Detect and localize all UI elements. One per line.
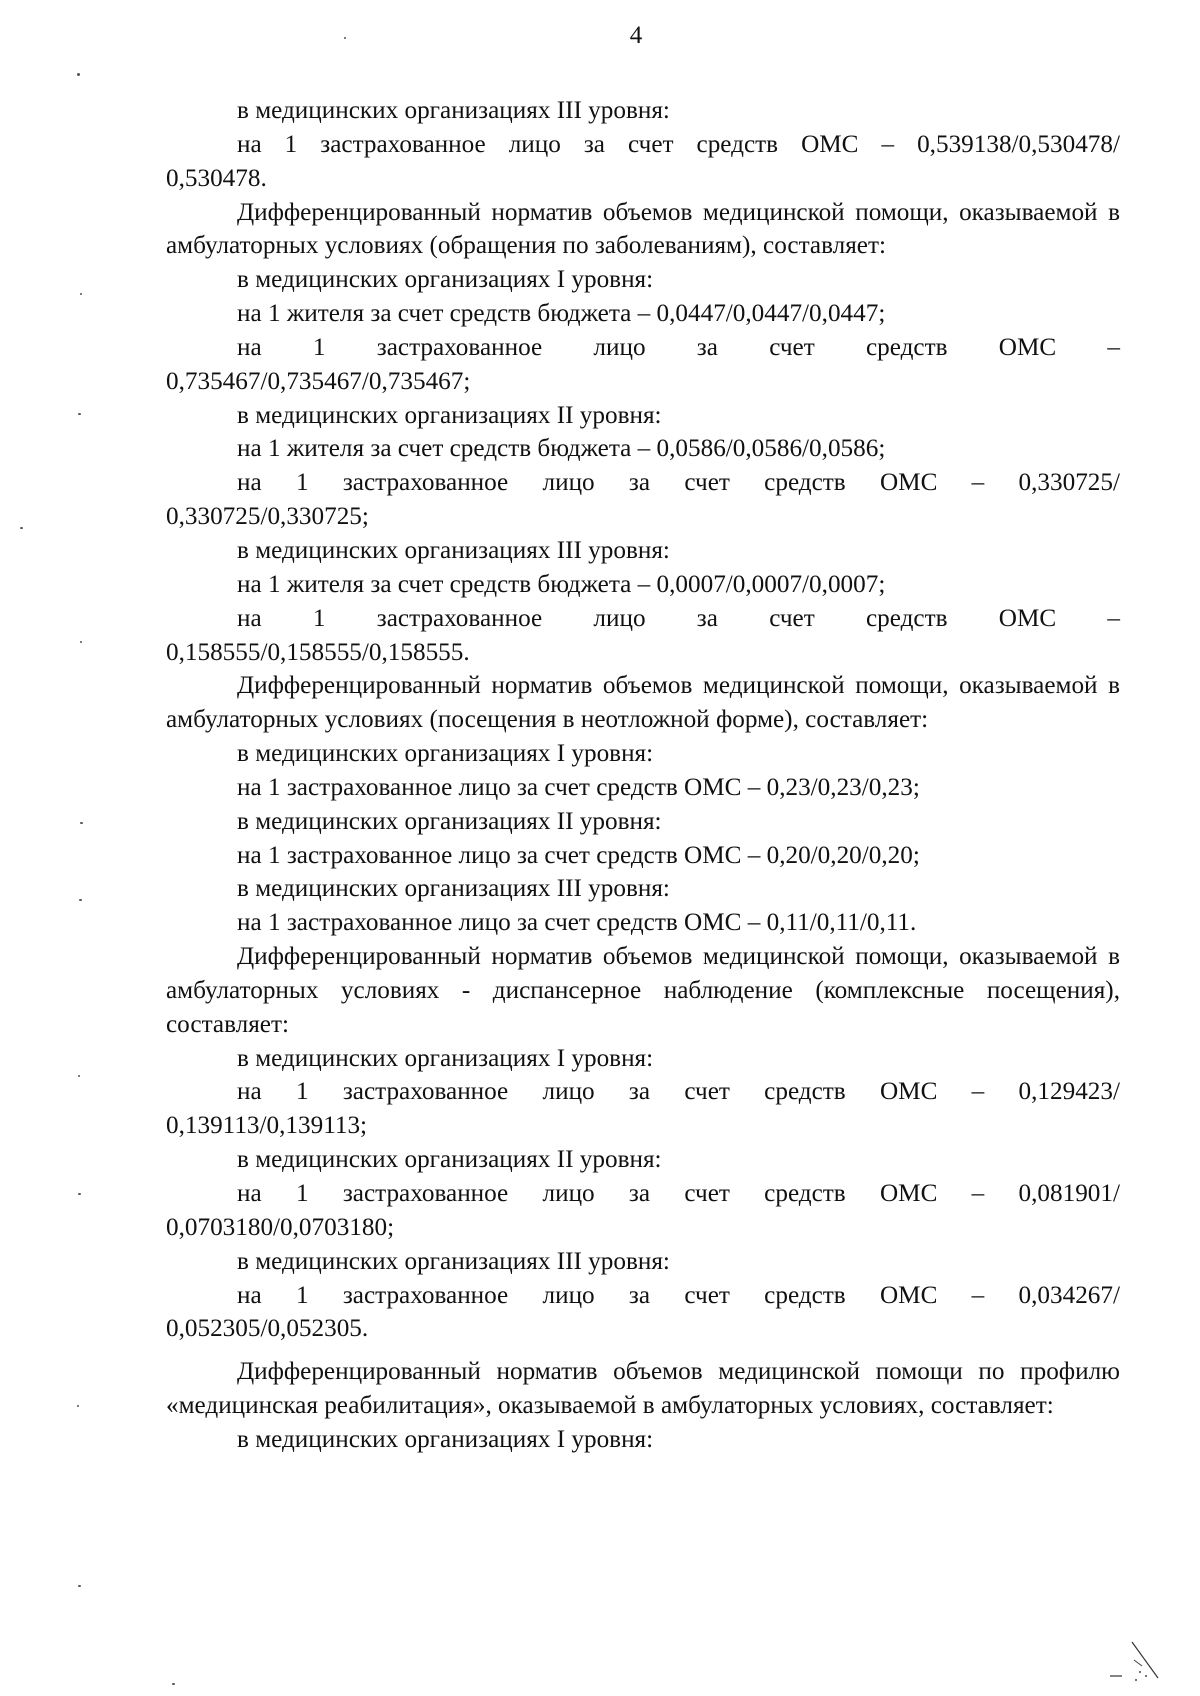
scan-speck xyxy=(78,1585,81,1587)
scan-speck xyxy=(79,899,82,901)
text-line: в медицинских организациях II уровня: xyxy=(237,401,662,429)
text-line: 0,0703180/0,0703180; xyxy=(166,1213,395,1241)
scan-speck xyxy=(78,1193,81,1195)
scan-speck xyxy=(80,641,82,643)
text-line: на 1 застрахованное лицо за счет средств ОМС – 0,23/0,23/0,23; xyxy=(237,773,920,801)
text-line: на 1 жителя за счет средств бюджета – 0,0586/0,0586/0,0586; xyxy=(237,435,886,463)
scan-speck xyxy=(20,527,23,529)
text-line: на 1 застрахованное лицо за счет средств ОМС – 0,129423/ xyxy=(237,1078,1120,1106)
scan-speck xyxy=(80,822,83,824)
text-line: 0,330725/0,330725; xyxy=(166,503,369,531)
text-line: на 1 застрахованное лицо за счет средств ОМС – 0,11/0,11/0,11. xyxy=(237,909,917,937)
paragraph-gap xyxy=(166,1346,1120,1355)
corner-scribble xyxy=(1100,1636,1170,1686)
text-line: в медицинских организациях II уровня: xyxy=(237,807,662,835)
paragraph: Дифференцированный норматив объемов медицинской помощи, оказываемой в амбулаторных условиях (обращения по заболеваниям), составляет: xyxy=(166,198,1120,260)
text-line: в медицинских организациях III уровня: xyxy=(237,536,670,564)
scan-speck xyxy=(344,37,346,39)
text-line: в медицинских организациях III уровня: xyxy=(237,875,670,903)
paragraph: Дифференцированный норматив объемов медицинской помощи по профилю «медицинская реабилитация», оказываемой в амбулаторных условиях, составляет: xyxy=(166,1358,1120,1420)
text-line: на 1 застрахованное лицо за счет средств ОМС – xyxy=(237,333,1120,361)
text-line: в медицинских организациях I уровня: xyxy=(237,740,654,768)
text-line: на 1 застрахованное лицо за счет средств ОМС – 0,330725/ xyxy=(237,469,1120,497)
text-line: в медицинских организациях II уровня: xyxy=(237,1146,662,1174)
scan-speck xyxy=(78,413,81,415)
text-line: на 1 жителя за счет средств бюджета – 0,0007/0,0007/0,0007; xyxy=(237,570,886,598)
text-line: на 1 застрахованное лицо за счет средств ОМС – xyxy=(237,604,1120,632)
text-line: на 1 застрахованное лицо за счет средств ОМС – 0,034267/ xyxy=(237,1281,1120,1309)
text-line: 0,530478. xyxy=(166,164,267,192)
text-line: на 1 застрахованное лицо за счет средств ОМС – 0,539138/0,530478/ xyxy=(237,130,1120,158)
scan-speck xyxy=(80,293,82,295)
text-line: в медицинских организациях I уровня: xyxy=(237,1044,654,1072)
text-line: 0,158555/0,158555/0,158555. xyxy=(166,638,470,666)
text-line: 0,735467/0,735467/0,735467; xyxy=(166,367,471,395)
document-body xyxy=(166,94,1120,1457)
text-line: на 1 застрахованное лицо за счет средств ОМС – 0,20/0,20/0,20; xyxy=(237,841,920,869)
scan-speck xyxy=(77,1405,79,1407)
text-line: в медицинских организациях I уровня: xyxy=(237,266,654,294)
paragraph: Дифференцированный норматив объемов медицинской помощи, оказываемой в амбулаторных условиях - диспансерное наблюдение (комплексные посещения), составляет: xyxy=(166,943,1120,1038)
scan-speck xyxy=(172,1683,175,1685)
text-line: в медицинских организациях I уровня: xyxy=(237,1425,654,1453)
text-line: 0,139113/0,139113; xyxy=(166,1112,368,1140)
paragraph: Дифференцированный норматив объемов медицинской помощи, оказываемой в амбулаторных условиях (посещения в неотложной форме), составляет: xyxy=(166,672,1120,734)
text-line: на 1 жителя за счет средств бюджета – 0,0447/0,0447/0,0447; xyxy=(237,300,886,328)
page-number: 4 xyxy=(629,22,643,49)
text-line: 0,052305/0,052305. xyxy=(166,1315,369,1343)
text-line: на 1 застрахованное лицо за счет средств ОМС – 0,081901/ xyxy=(237,1180,1120,1207)
text-line: в медицинских организациях III уровня: xyxy=(237,97,670,124)
text-line: в медицинских организациях III уровня: xyxy=(237,1247,670,1275)
scan-speck xyxy=(78,1075,80,1077)
scan-speck xyxy=(77,73,80,76)
